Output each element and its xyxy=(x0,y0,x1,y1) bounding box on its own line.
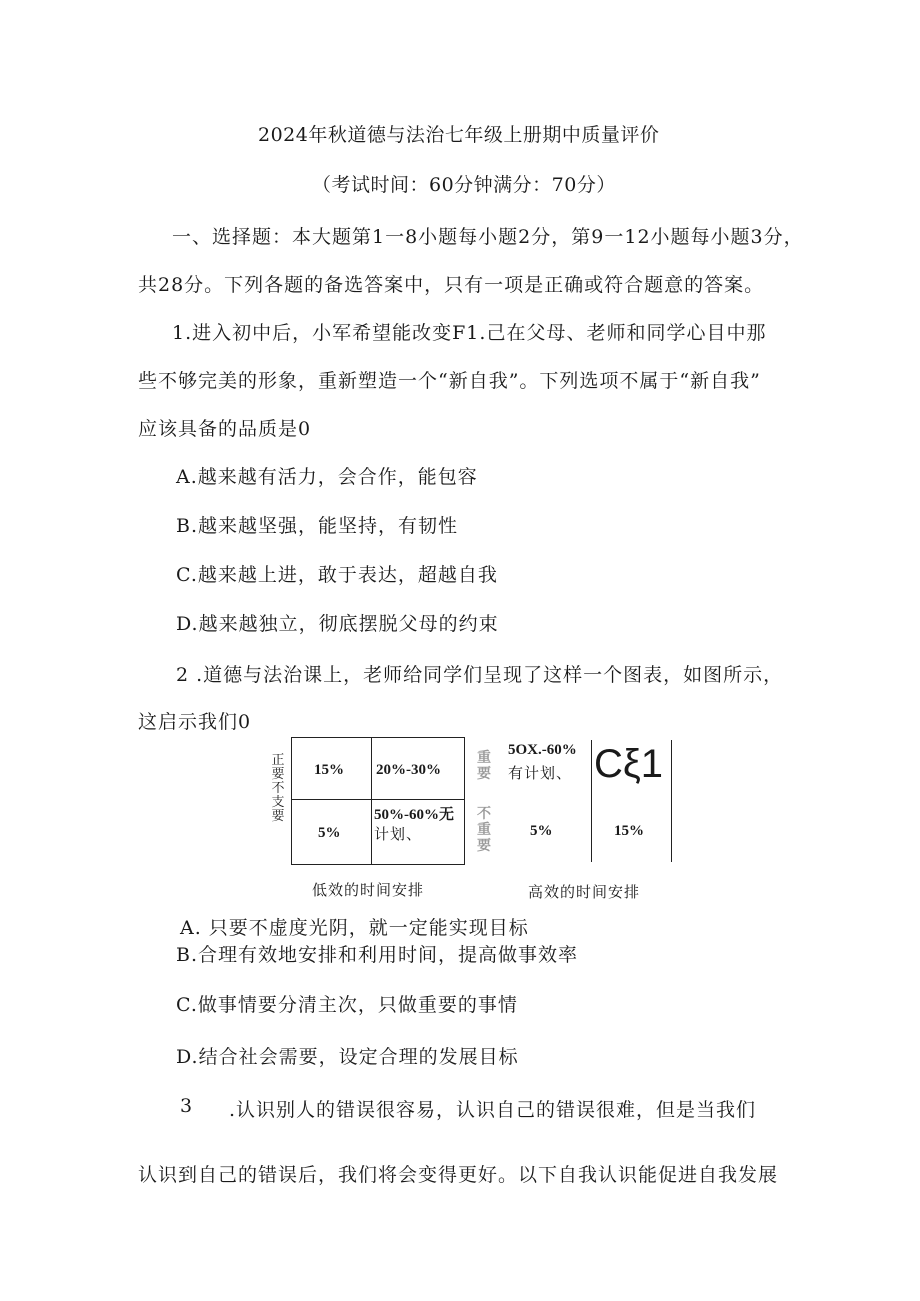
exam-info: （考试时间：60分钟满分：70分） xyxy=(312,174,616,196)
q2-option-b[interactable]: B.合理有效地安排和利用时间，提高做事效率 xyxy=(176,944,579,966)
q1-option-c[interactable]: C.越来越上进，敢于表达，超越自我 xyxy=(176,564,498,586)
right-figure-caption: 高效的时间安排 xyxy=(528,883,641,901)
q1-stem-line2: 些不够完美的形象，重新塑造一个“新自我”。下列选项不属于“新自我” xyxy=(138,370,761,392)
left-cell-top-right: 20%-30% xyxy=(376,762,441,778)
left-cell-top-left: 15% xyxy=(314,762,344,778)
not-important-label: 不重要 xyxy=(477,806,491,854)
q2-stem-line1: 2 .道德与法治课上，老师给同学们呈现了这样一个图表，如图所示， xyxy=(176,664,784,686)
q1-stem-line1: 1.进入初中后，小军希望能改变F1.己在父母、老师和同学心目中那 xyxy=(172,322,767,344)
document-title: 2024年秋道德与法治七年级上册期中质量评价 xyxy=(258,124,660,146)
q2-stem-line2: 这启示我们0 xyxy=(138,711,252,733)
left-cell-bottom-right-2: 计划、 xyxy=(374,825,423,843)
section-instruction-line1: 一、选择题：本大题第1一8小题每小题2分，第9一12小题每小题3分， xyxy=(172,226,804,248)
q2-option-d[interactable]: D.结合社会需要，设定合理的发展目标 xyxy=(176,1046,519,1068)
left-grid xyxy=(291,737,465,865)
left-axis-label: 正要不支要 xyxy=(271,753,285,824)
right-cell-bottom-left: 5% xyxy=(530,823,553,839)
left-figure-caption: 低效的时间安排 xyxy=(312,881,425,899)
q2-option-c[interactable]: C.做事情要分清主次，只做重要的事情 xyxy=(176,994,518,1016)
q2-option-a[interactable]: A. 只要不虚度光阴，就一定能实现目标 xyxy=(180,917,529,939)
q1-option-d[interactable]: D.越来越独立，彻底摆脱父母的约束 xyxy=(176,613,499,635)
q3-number: 3 xyxy=(180,1095,194,1117)
q1-option-a[interactable]: A.越来越有活力，会合作，能包容 xyxy=(176,466,478,488)
right-cell-top-right: Cξ1 xyxy=(594,742,664,786)
important-label: 重要 xyxy=(477,750,491,782)
q3-stem-line1: .认识别人的错误很容易，认识自己的错误很难，但是当我们 xyxy=(229,1099,757,1121)
right-cell-top-left: 5OX.-60% xyxy=(508,742,577,758)
q1-option-b[interactable]: B.越来越坚强，能坚持，有韧性 xyxy=(176,515,459,537)
section-instruction-line2: 共28分。下列各题的备选答案中，只有一项是正确或符合题意的答案。 xyxy=(138,274,765,296)
left-cell-bottom-right: 50%-60%无 xyxy=(374,807,454,823)
right-cell-bottom-right: 15% xyxy=(614,823,644,839)
right-cell-top-left-2: 有计划、 xyxy=(508,764,573,782)
left-cell-bottom-left: 5% xyxy=(318,825,341,841)
q3-stem-line2: 认识到自己的错误后，我们将会变得更好。以下自我认识能促进自我发展 xyxy=(138,1164,779,1186)
q1-stem-line3: 应该具备的品质是0 xyxy=(138,418,312,440)
